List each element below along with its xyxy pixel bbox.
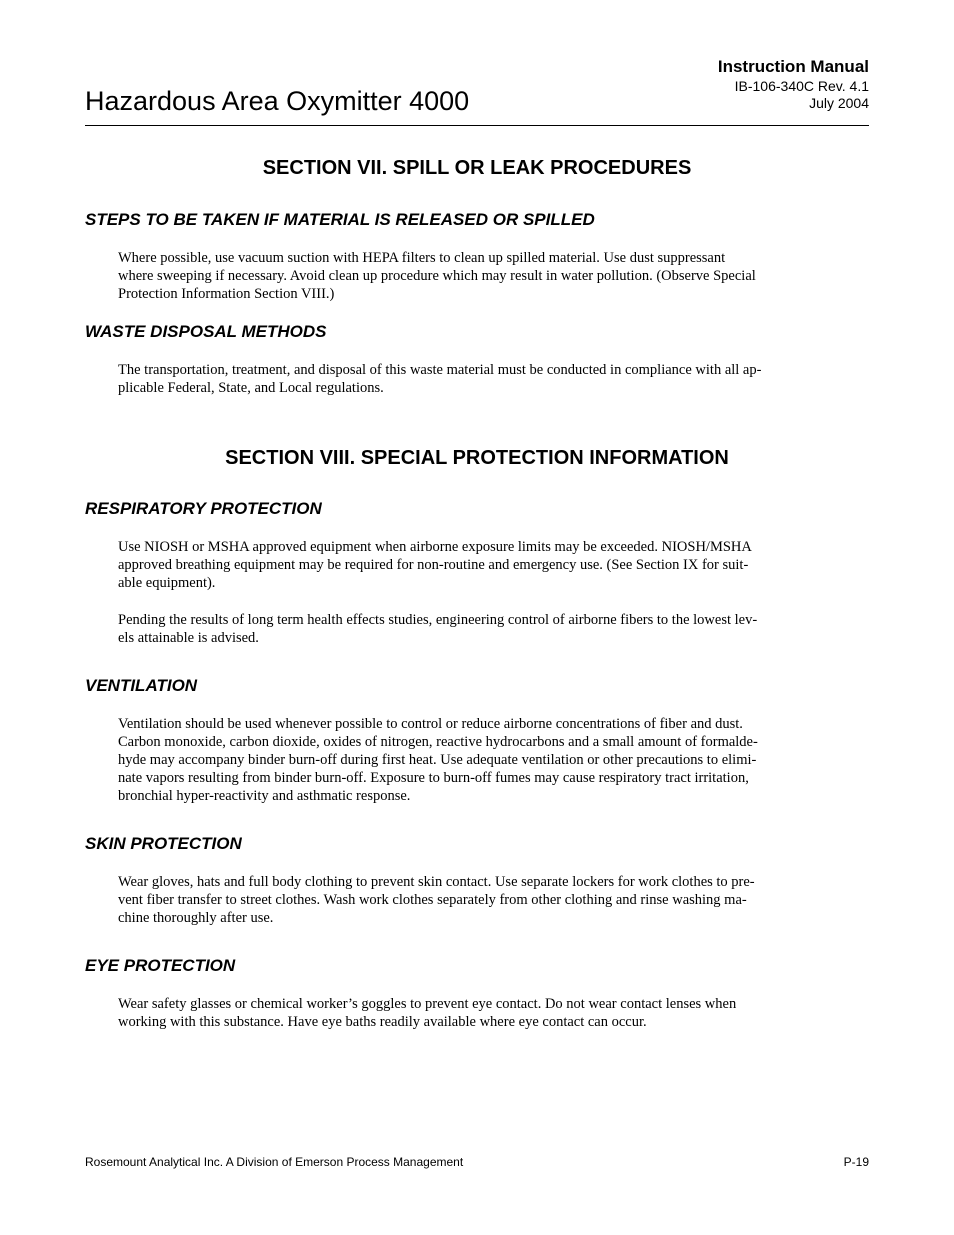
text-line: Carbon monoxide, carbon dioxide, oxides of nitrogen, reactive hydrocarbons and a small amount of formalde-	[118, 734, 758, 750]
text-line: Use NIOSH or MSHA approved equipment when airborne exposure limits may be exceeded. NIOSH/MSHA	[118, 539, 752, 555]
text-line: vent fiber transfer to street clothes. Wash work clothes separately from other clothing and rinse washing ma-	[118, 892, 747, 908]
ventilation-heading: VENTILATION	[85, 676, 198, 695]
text-line: chine thoroughly after use.	[118, 910, 274, 926]
footer-company: Rosemount Analytical Inc. A Division of Emerson Process Management	[85, 1155, 464, 1169]
skin-heading: SKIN PROTECTION	[85, 834, 242, 853]
text-line: bronchial hyper-reactivity and asthmatic response.	[118, 788, 411, 804]
text-line: Wear safety glasses or chemical worker’s goggles to prevent eye contact. Do not wear contact lenses when	[118, 996, 737, 1012]
section-8-heading: SECTION VIII. SPECIAL PROTECTION INFORMATION	[225, 447, 729, 469]
ventilation-paragraph	[118, 715, 818, 805]
text-line: Ventilation should be used whenever possible to control or reduce airborne concentrations of fiber and dust.	[118, 716, 743, 732]
text-line: Where possible, use vacuum suction with HEPA filters to clean up spilled material. Use dust suppressant	[118, 250, 726, 266]
eye-paragraph	[118, 995, 818, 1031]
text-line: hyde may accompany binder burn-off during first heat. Use adequate ventilation or other precautions to elimi-	[118, 752, 757, 768]
section-7-heading: SECTION VII. SPILL OR LEAK PROCEDURES	[262, 157, 692, 179]
respiratory-paragraph-2	[118, 611, 818, 647]
document-title: Hazardous Area Oxymitter 4000	[85, 86, 470, 116]
text-line: Pending the results of long term health effects studies, engineering control of airborne fibers to the lowest lev-	[118, 612, 758, 628]
text-line: The transportation, treatment, and disposal of this waste material must be conducted in compliance with all ap-	[118, 362, 762, 378]
text-line: Protection Information Section VIII.)	[118, 286, 335, 302]
header-rule	[85, 125, 869, 126]
manual-label: Instruction Manual	[717, 57, 869, 76]
steps-paragraph	[118, 249, 818, 303]
text-line: els attainable is advised.	[118, 630, 259, 646]
waste-paragraph	[118, 361, 818, 397]
text-line: Wear gloves, hats and full body clothing to prevent skin contact. Use separate lockers for work clothes to pre-	[118, 874, 755, 890]
waste-heading: WASTE DISPOSAL METHODS	[85, 322, 327, 341]
steps-heading: STEPS TO BE TAKEN IF MATERIAL IS RELEASED OR SPILLED	[85, 210, 595, 229]
respiratory-paragraph-1	[118, 538, 818, 592]
page-number: P-19	[843, 1155, 869, 1169]
skin-paragraph	[118, 873, 818, 927]
text-line: where sweeping if necessary. Avoid clean up procedure which may result in water pollution. (Observe Special	[118, 268, 756, 284]
text-line: nate vapors resulting from binder burn-off. Exposure to burn-off fumes may cause respiratory tract irritation,	[118, 770, 749, 786]
text-line: able equipment).	[118, 575, 216, 591]
text-line: plicable Federal, State, and Local regulations.	[118, 380, 384, 396]
text-line: approved breathing equipment may be required for non-routine and emergency use. (See Section IX for suit-	[118, 557, 749, 573]
doc-number: IB-106-340C Rev. 4.1	[734, 78, 869, 94]
eye-heading: EYE PROTECTION	[85, 956, 236, 975]
doc-date: July 2004	[809, 95, 869, 111]
respiratory-heading: RESPIRATORY PROTECTION	[85, 499, 322, 518]
header-meta	[718, 56, 869, 112]
text-line: working with this substance. Have eye baths readily available where eye contact can occur.	[118, 1014, 647, 1030]
